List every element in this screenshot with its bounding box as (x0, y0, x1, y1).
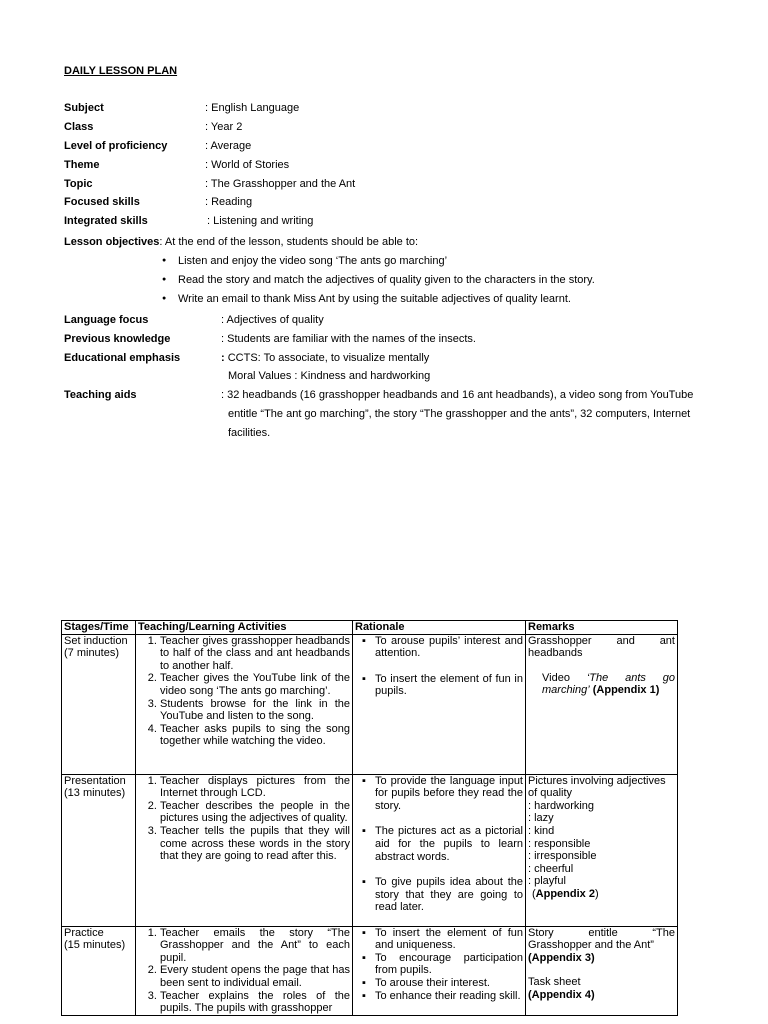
stage-time: (13 minutes) (64, 787, 126, 800)
teaching-aids-line-2: entitle “The ant go marching”, the story “The grasshopper and the ants”, 32 computers, Internet (228, 408, 691, 420)
page-title: DAILY LESSON PLAN (64, 65, 178, 77)
video-title: ‘The ants go marching’ (542, 671, 675, 697)
field-label: Educational emphasis (64, 352, 181, 364)
field-value: : Adjectives of quality (221, 314, 324, 326)
list-item: ▪ To arouse pupils’ interest and attention. (375, 635, 523, 660)
table-row (62, 774, 678, 926)
emphasis-line-2: Moral Values : Kindness and hardworking (228, 370, 431, 382)
remark-text: Task sheet (528, 976, 581, 989)
list-item: 4. Teacher asks pupils to sing the song together while watching the video. (160, 723, 350, 748)
list-item: ▪ To encourage participation from pupils. (375, 952, 523, 977)
remark-text: Pictures involving adjectives of quality (528, 774, 666, 800)
field-value: : Average (205, 140, 252, 152)
field-label: Focused skills (64, 196, 140, 208)
field-value: : English Language (205, 102, 300, 114)
table-header-row (62, 621, 678, 635)
list-item: 2. Teacher describes the people in the pictures using the adjectives of quality. (160, 800, 350, 825)
appendix-line (528, 888, 675, 901)
field-label: Teaching aids (64, 389, 137, 401)
appendix-ref: (Appendix 3) (528, 951, 595, 964)
stage-cell (62, 926, 136, 1015)
list-item: ▪ To insert the element of fun and uniqueness. (375, 927, 523, 952)
stage-time: (15 minutes) (64, 939, 126, 952)
rationale-cell (353, 774, 526, 926)
rationale-cell (353, 634, 526, 774)
field-label: Lesson objectives (64, 236, 160, 248)
stage-cell (62, 774, 136, 926)
objectives-intro-text: : At the end of the lesson, students should be able to: (159, 236, 419, 248)
column-header: Rationale (353, 621, 526, 635)
appendix-ref: (Appendix 1) (589, 684, 660, 697)
teaching-aids-line-1: : 32 headbands (16 grasshopper headbands and 16 ant headbands), a video song from YouTube (221, 389, 694, 401)
field-label: Topic (64, 178, 93, 190)
list-item: 2. Every student opens the page that has been sent to individual email. (160, 964, 350, 989)
adjective-item: : irresponsible (528, 850, 597, 863)
appendix-ref: (Appendix 4) (528, 988, 595, 1001)
adjective-item: : cheerful (528, 862, 574, 875)
remark-video (528, 672, 675, 697)
adjective-item: : kind (528, 824, 555, 837)
lesson-objectives (64, 234, 418, 250)
activities-cell (136, 634, 353, 774)
stage-name: Practice (64, 926, 104, 939)
adjective-item: : hardworking (528, 799, 595, 812)
activities-cell (136, 774, 353, 926)
activities-cell (136, 926, 353, 1015)
remark-text: Grasshopper and ant headbands (528, 634, 675, 660)
remark-text: ) (594, 887, 599, 900)
field-label: Previous knowledge (64, 333, 171, 345)
objectives-list (162, 253, 595, 310)
stage-name: Set induction (64, 634, 128, 647)
remarks-cell (526, 774, 678, 926)
list-item: ▪ To provide the language input for pupils before they read the story. (375, 775, 523, 813)
list-item: ▪ To arouse their interest. (375, 977, 523, 990)
list-item: 3. Teacher explains the roles of the pupils. The pupils with grasshopper (160, 990, 350, 1015)
list-item: 3. Students browse for the link in the YouTube and listen to the song. (160, 698, 350, 723)
column-header: Teaching/Learning Activities (136, 621, 353, 635)
field-value: : Year 2 (205, 121, 243, 133)
list-item: 1. Teacher emails the story “The Grasshopper and the Ant” to each pupil. (160, 927, 350, 965)
list-item: ▪ To insert the element of fun in pupils. (375, 673, 523, 698)
list-item: ● Write an email to thank Miss Ant by using the suitable adjectives of quality learnt. (162, 291, 595, 310)
field-label: Language focus (64, 314, 149, 326)
list-item: ● Read the story and match the adjectives of quality given to the characters in the story. (162, 272, 595, 291)
lesson-table (61, 620, 678, 1016)
adjective-item: : responsible (528, 837, 591, 850)
list-item: ● Listen and enjoy the video song ‘The ants go marching’ (162, 253, 595, 272)
emphasis-colon: : (221, 352, 225, 364)
field-value: : The Grasshopper and the Ant (205, 178, 356, 190)
field-value (221, 350, 429, 366)
field-value: : Students are familiar with the names of the insects. (221, 333, 476, 345)
adjective-item: : playful (528, 875, 566, 888)
remark-text: Story entitle “The Grasshopper and the Ant” (528, 926, 675, 952)
stage-name: Presentation (64, 774, 126, 787)
appendix-ref: Appendix 2 (535, 887, 595, 900)
list-item: 1. Teacher gives grasshopper headbands to half of the class and ant headbands to another half. (160, 635, 350, 673)
list-item: ▪ To enhance their reading skill. (375, 990, 523, 1003)
list-item: ▪ To give pupils idea about the story that they are going to read later. (375, 876, 523, 914)
stage-time: (7 minutes) (64, 647, 120, 660)
field-value: : World of Stories (205, 159, 290, 171)
remark-text: Video (542, 671, 587, 684)
field-label: Class (64, 121, 94, 133)
column-header: Remarks (526, 621, 678, 635)
list-item: 2. Teacher gives the YouTube link of the video song ‘The ants go marching’. (160, 672, 350, 697)
adjective-item: : lazy (528, 812, 554, 825)
field-label: Theme (64, 159, 100, 171)
list-item: 3. Teacher tells the pupils that they will come across these words in the story that they are going to read after this. (160, 825, 350, 863)
stage-cell (62, 634, 136, 774)
field-value: : Listening and writing (207, 215, 314, 227)
table-row (62, 634, 678, 774)
field-label: Integrated skills (64, 215, 148, 227)
list-item: ▪ The pictures act as a pictorial aid for the pupils to learn abstract words. (375, 825, 523, 863)
field-label: Level of proficiency (64, 140, 168, 152)
table-row (62, 926, 678, 1015)
field-label: Subject (64, 102, 104, 114)
emphasis-line-1: CCTS: To associate, to visualize mentally (224, 352, 430, 364)
field-value: : Reading (205, 196, 253, 208)
list-item: 1. Teacher displays pictures from the Internet through LCD. (160, 775, 350, 800)
remarks-cell (526, 634, 678, 774)
teaching-aids-line-3: facilities. (228, 427, 271, 439)
remarks-cell (526, 926, 678, 1015)
rationale-cell (353, 926, 526, 1015)
column-header: Stages/Time (62, 621, 136, 635)
remark-text: ( (532, 887, 536, 900)
